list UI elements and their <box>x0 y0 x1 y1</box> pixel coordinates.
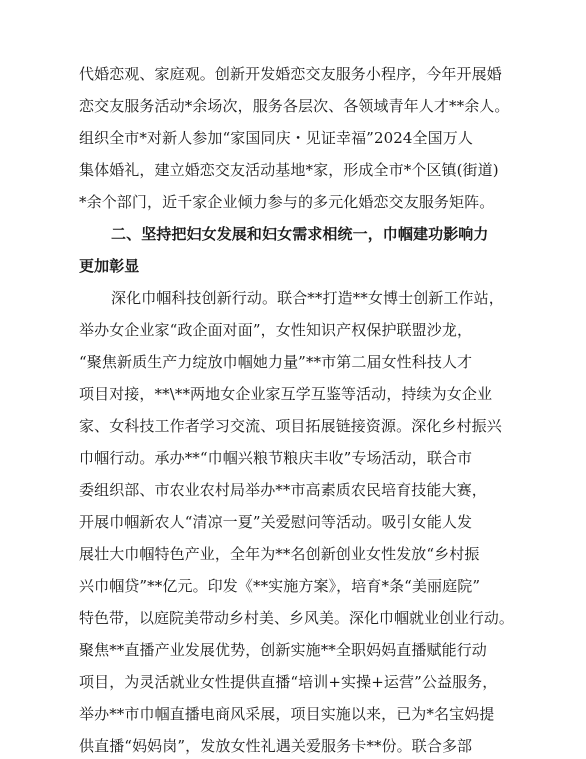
body-text-line: 委组织部、市农业农村局举办**市高素质农民培育技能大赛， <box>79 481 487 499</box>
body-text-line: 巾帼行动。承办**“巾帼兴粮节粮庆丰收”专场活动，联合市 <box>79 449 473 467</box>
body-text-line: 聚焦**直播产业发展优势，创新实施**全职妈妈直播赋能行动 <box>79 641 487 659</box>
body-text-line: 开展巾帼新农人“清凉一夏”关爱慰问等活动。吸引女能人发 <box>79 513 473 531</box>
body-text-line: 集体婚礼，建立婚恋交友活动基地*家，形成全市*个区镇(街道) <box>79 161 499 179</box>
body-text-line: *余个部门，近千家企业倾力参与的多元化婚恋交友服务矩阵。 <box>79 193 495 211</box>
body-text-line: 代婚恋观、家庭观。创新开发婚恋交友服务小程序，今年开展婚 <box>79 65 502 83</box>
body-text-line: 供直播“妈妈岗”，发放女性礼遇关爱服务卡**份。联合多部 <box>79 737 473 755</box>
section-heading: 二、坚持把妇女发展和妇女需求相统一，巾帼建功影响力 <box>111 225 489 243</box>
body-text-line: 特色带，以庭院美带动乡村美、乡风美。深化巾帼就业创业行动。 <box>79 609 514 627</box>
paragraph-first-line: 深化巾帼科技创新行动。联合**打造**女博士创新工作站， <box>111 289 504 307</box>
body-text-line: 举办女企业家“政企面对面”，女性知识产权保护联盟沙龙， <box>79 321 473 339</box>
body-text-line: 组织全市*对新人参加“家国同庆・见证幸福”2024全国万人 <box>79 129 473 147</box>
body-text-line: 恋交友服务活动*余场次，服务各层次、各领域青年人才**余人。 <box>79 97 510 115</box>
body-text-line: 项目对接，**\**两地女企业家互学互鉴等活动，持续为女企业 <box>79 385 493 403</box>
body-text-line: 展壮大巾帼特色产业，全年为**名创新创业女性发放“乡村振 <box>79 545 480 563</box>
body-text-line: 举办**市巾帼直播电商风采展，项目实施以来，已为*名宝妈提 <box>79 705 495 723</box>
body-text-line: 项目，为灵活就业女性提供直播“培训+实操+运营”公益服务， <box>79 673 498 691</box>
body-text-line: “聚焦新质生产力绽放巾帼她力量”**市第二届女性科技人才 <box>79 353 473 371</box>
body-text-line: 家、女科技工作者学习交流、项目拓展链接资源。深化乡村振兴 <box>79 417 502 435</box>
body-text-line: 兴巾帼贷”**亿元。印发《**实施方案》，培育*条“美丽庭院” <box>79 577 481 595</box>
section-heading-continued: 更加彰显 <box>79 257 140 275</box>
